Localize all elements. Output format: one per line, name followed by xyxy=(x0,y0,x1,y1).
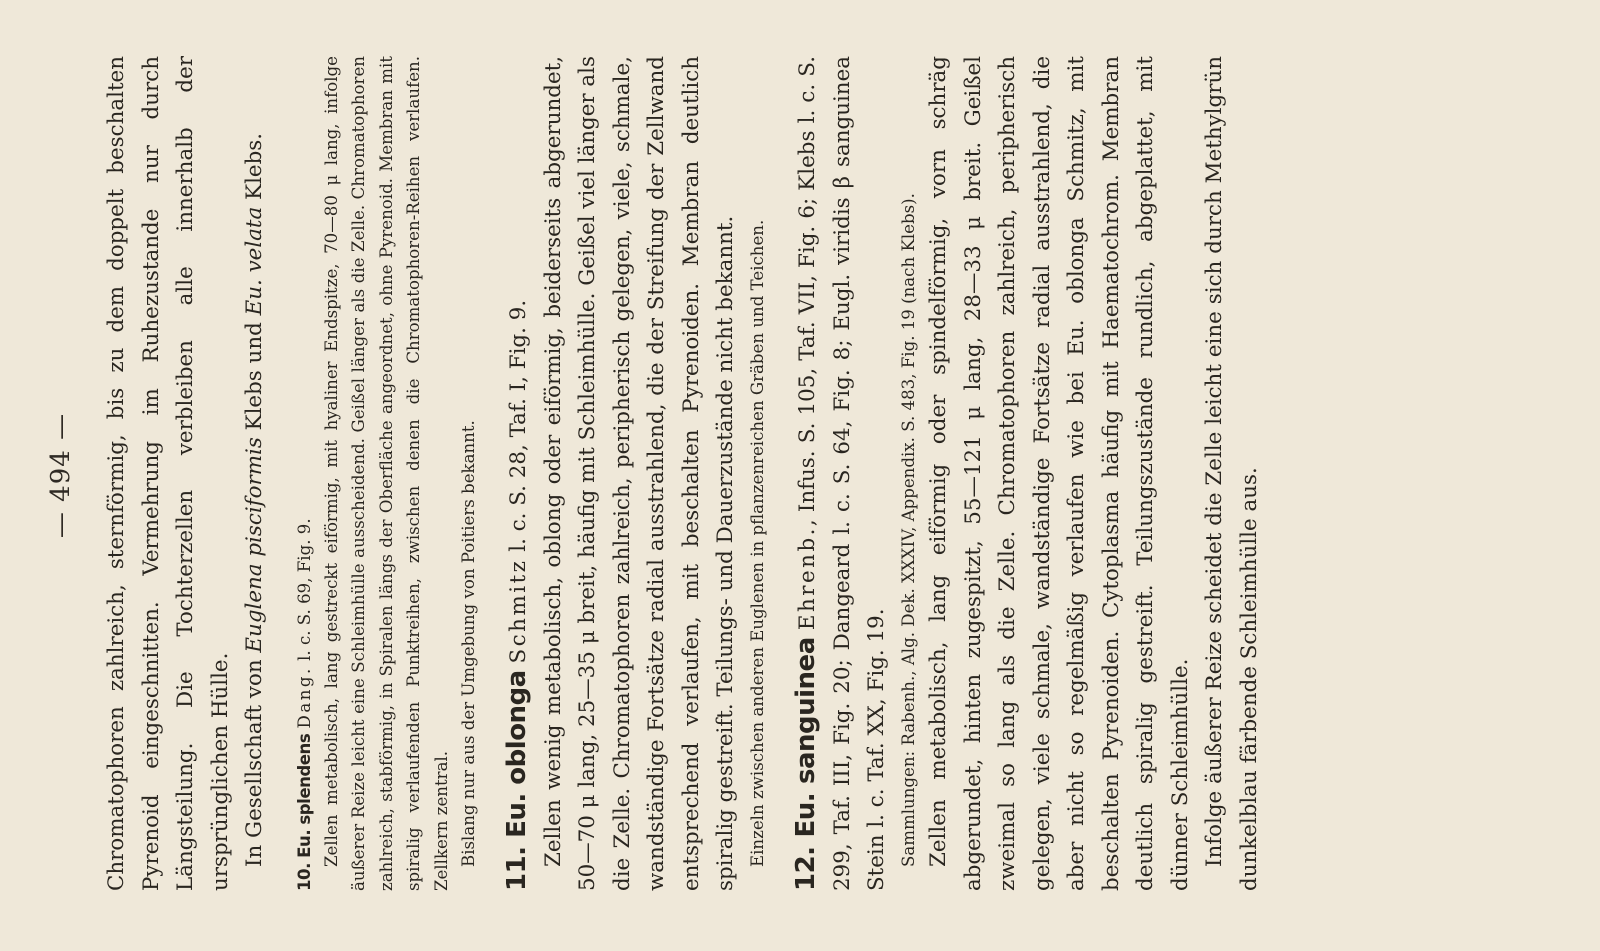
page-body xyxy=(100,56,1267,891)
species-description: Zellen wenig metabolisch, oblong oder eiförmig, beiderseits abgerundet, 50—70 μ lang, 25—35 μ breit, häufig mit Schleimhülle. Geißel viel länger als die Zelle. Chromatophoren zahlreich, peripherisch gelegen, viele, schmale, wandständige Fortsätze radial ausstrahlend, die der Streifung der Zellwand entsprechend verlaufen, mit beschalten Pyrenoiden. Membran deutlich spiralig gestreift. Teilungs- und Dauerzustände nicht bekannt. xyxy=(540,56,739,891)
species-number: 12. Eu. sanguinea xyxy=(791,637,822,891)
species-distribution: Bislang nur aus der Umgebung von Poitiers bekannt. xyxy=(458,420,478,867)
species-collections: Sammlungen: Rabenh., Alg. Dek. XXXIV, Appendix. S. 483, Fig. 19 (nach Klebs). xyxy=(898,193,918,867)
species-number: 10. Eu. splendens xyxy=(294,733,314,891)
species-citation: , Infus. S. 105, Taf. VII, Fig. 6; Klebs l. c. S. 299, Taf. III, Fig. 20; Dangeard l. c. S. 64, Fig. 8; Eugl. viridis β sanguinea Stein l. c. Taf. XX, Fig. 19. xyxy=(795,56,890,891)
species-heading xyxy=(789,56,895,891)
species-author: Schmitz xyxy=(506,558,532,664)
species-entry-12 xyxy=(789,56,1267,891)
species-description: Zellen metabolisch, lang gestreckt eiförmig, mit hyaliner Endspitze, 70—80 μ lang, infolge äußerer Reize leicht eine Schleimhülle ausscheidend. Geißel länger als die Zelle. Chromatophoren zahlreich, stabförmig, in Spiralen längs der Oberfläche angeordnet, ohne Pyrenoid. Membran mit spiralig verlaufenden Punktreihen, zwischen denen die Chromatophoren-Reihen verlaufen. Zellkern zentral. xyxy=(321,56,451,891)
species-heading xyxy=(500,56,537,891)
page-number-header: — 494 — xyxy=(46,412,76,539)
species-entry-11 xyxy=(500,56,771,891)
species-description: Zellen metabolisch, lang eiförmig oder spindelförmig, vorn schräg abgerundet, hinten zugespitzt, 55—121 μ lang, 28—33 μ breit. Geißel zweimal so lang als die Zelle. Chromatophoren zahlreich, peripherisch gelegen, viele schmale, wandständige Fortsätze radial ausstrahlend, die aber nicht so regelmäßig verlaufen wie bei Eu. oblonga Schmitz, mit beschalten Pyrenoiden. Cytoplasma häufig mit Haematochrom. Membran deutlich spiralig gestreift. Teilungszustände rundlich, abgeplattet, mit dünner Schleimhülle. xyxy=(926,56,1193,891)
species-citation: l. c. S. 69, Fig. 9. xyxy=(294,518,314,667)
species-author: Ehrenb. xyxy=(795,526,821,631)
species-citation: l. c. S. 28, Taf. I, Fig. 9. xyxy=(506,299,532,559)
species-entry-10 xyxy=(291,56,483,891)
species-distribution: Einzeln zwischen anderen Euglenen in pflanzenreichen Gräben und Teichen. xyxy=(747,219,767,867)
paragraph-continuation: Chromatophoren zahlreich, sternförmig, bis zu dem doppelt beschalten Pyrenoid eingeschnitten. Vermehrung im Ruhezustande nur durch Längsteilung. Die Tochterzellen verbleiben alle innerhalb der ursprünglichen Hülle. xyxy=(104,56,233,891)
species-name: Euglena pisciformis xyxy=(242,437,267,653)
species-author: Dang. xyxy=(294,666,314,729)
species-heading xyxy=(291,56,318,891)
species-number: 11. Eu. oblonga xyxy=(502,670,533,891)
species-note: Infolge äußerer Reize scheidet die Zelle leicht eine sich durch Methylgrün dunkelblau färbende Schleimhülle aus. xyxy=(1202,56,1262,891)
paragraph-occurrence: In Gesellschaft von Euglena pisciformis Klebs und Eu. velata Klebs. xyxy=(242,132,267,867)
species-name: Eu. velata xyxy=(242,206,267,316)
